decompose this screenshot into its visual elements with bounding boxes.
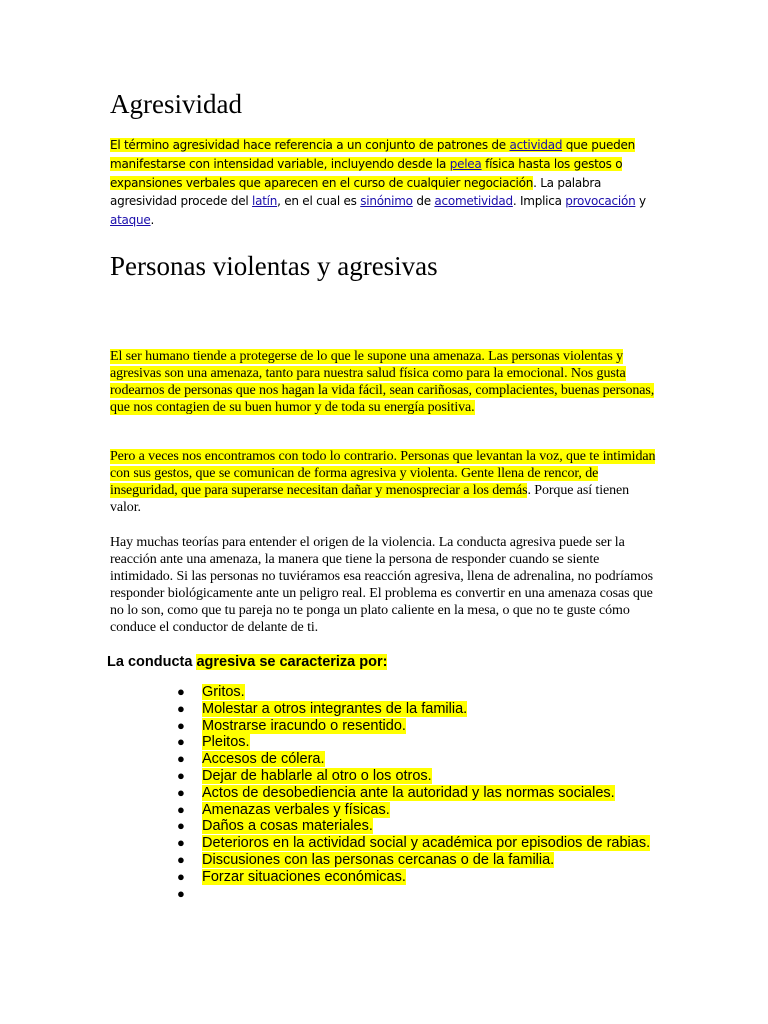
- list-item-text: [202, 886, 206, 902]
- paragraph-2-rest: . Porque así tienen valor.: [110, 483, 630, 515]
- paragraph-2-highlight: Pero a veces nos encontramos con todo lo contrario. Personas que levantan la voz, que te intimidan con sus gestos, que se comunican de forma agresiva y violenta. Gente llena de rencor, de inseguridad, que para superarse necesitan dañar y menospreciar a los demás: [110, 449, 656, 498]
- bullet-icon: ●: [177, 801, 185, 817]
- list-item-text: Mostrarse iracundo o resentido.: [202, 717, 406, 734]
- intro-link[interactable]: acometividad: [434, 194, 513, 209]
- intro-text: de: [412, 194, 435, 209]
- bullet-icon: ●: [177, 835, 185, 851]
- bullet-icon: ●: [177, 784, 185, 800]
- list-item: [177, 767, 682, 785]
- list-item: [177, 851, 682, 869]
- list-item-text: Dejar de hablarle al otro o los otros.: [202, 767, 432, 784]
- list-item: [177, 717, 682, 735]
- list-item-text: Discusiones con las personas cercanas o de la familia.: [202, 851, 555, 868]
- paragraph-2: [110, 448, 658, 516]
- bullet-icon: ●: [177, 717, 185, 733]
- bullet-icon: ●: [177, 684, 185, 699]
- intro-text: , en el cual es: [277, 194, 361, 209]
- intro-text: y: [635, 194, 646, 209]
- bullet-icon: ●: [177, 818, 185, 834]
- list-item: [177, 818, 682, 835]
- list-item-text: Daños a cosas materiales.: [202, 818, 373, 835]
- list-item: [177, 885, 682, 903]
- intro-link[interactable]: pelea: [449, 156, 482, 171]
- intro-link[interactable]: provocación: [565, 194, 636, 209]
- page-title: Agresividad: [110, 89, 242, 119]
- intro-paragraph: [110, 136, 658, 230]
- list-heading-plain: La conducta: [107, 654, 197, 670]
- bullet-icon: ●: [177, 868, 185, 884]
- intro-text: .: [150, 213, 155, 228]
- paragraph-1-text: El ser humano tiende a protegerse de lo que le supone una amenaza. Las personas violentas y agresivas son una amenaza, tanto para nuestra salud física como para la emocional. Nos gusta rodearnos de personas que nos hagan la vida fácil, sean cariñosas, complacientes, buenas personas, que nos contagien de su buen humor y de toda su energía positiva.: [110, 349, 655, 415]
- intro-text: . Implica: [512, 194, 566, 209]
- bullet-icon: ●: [177, 751, 185, 767]
- list-item-text: Molestar a otros integrantes de la familia.: [202, 700, 468, 717]
- paragraph-3: Hay muchas teorías para entender el origen de la violencia. La conducta agresiva puede ser la reacción ante una amenaza, la manera que tiene la persona de responder cuando se siente intimidado. Si las personas no tuviéramos esa reacción agresiva, llena de adrenalina, no podríamos responder biológicamente ante un peligro real. El problema es convertir en una amenaza cosas que no lo son, como que tu pareja no te ponga un plato caliente en la mesa, o que no te guste cómo conduce el conductor de delante de ti.: [110, 535, 654, 635]
- list-heading-highlight: agresiva se caracteriza por:: [196, 654, 388, 670]
- intro-text: física hasta los gestos o expansiones verbales que aparecen en el curso de cualquier negociación: [110, 156, 623, 190]
- intro-text: . La palabra agresividad procede del: [110, 175, 602, 209]
- list-item-text: Gritos.: [202, 684, 245, 700]
- list-item-text: Accesos de cólera.: [202, 751, 325, 768]
- list-item: [177, 700, 682, 718]
- list-item: [177, 868, 682, 886]
- bullet-icon: ●: [177, 885, 185, 901]
- list-item: [177, 684, 682, 701]
- bullet-icon: ●: [177, 734, 185, 750]
- list-item: [177, 801, 682, 819]
- intro-link[interactable]: latín: [252, 194, 278, 209]
- list-item: [177, 734, 682, 751]
- bullet-icon: ●: [177, 700, 185, 716]
- list-item-text: Pleitos.: [202, 734, 250, 751]
- traits-list: [177, 684, 682, 902]
- list-item: [177, 784, 682, 802]
- list-item-text: Actos de desobediencia ante la autoridad y las normas sociales.: [202, 784, 615, 801]
- list-heading: [107, 652, 387, 672]
- list-item-text: Deterioros en la actividad social y académica por episodios de rabias.: [202, 835, 651, 852]
- list-item: [177, 835, 682, 852]
- intro-link[interactable]: ataque: [110, 213, 151, 228]
- section-heading: Personas violentas y agresivas: [110, 251, 438, 281]
- list-item-text: Forzar situaciones económicas.: [202, 868, 406, 885]
- bullet-icon: ●: [177, 767, 185, 783]
- intro-text: El término agresividad hace referencia a un conjunto de patrones de: [110, 138, 510, 152]
- intro-link[interactable]: actividad: [509, 138, 563, 152]
- list-item-text: Amenazas verbales y físicas.: [202, 801, 390, 818]
- bullet-icon: ●: [177, 851, 185, 867]
- intro-link[interactable]: sinónimo: [360, 194, 413, 209]
- intro-text: que pueden manifestarse con intensidad variable, incluyendo desde la: [110, 138, 635, 171]
- paragraph-1: [110, 348, 658, 416]
- list-item: [177, 751, 682, 768]
